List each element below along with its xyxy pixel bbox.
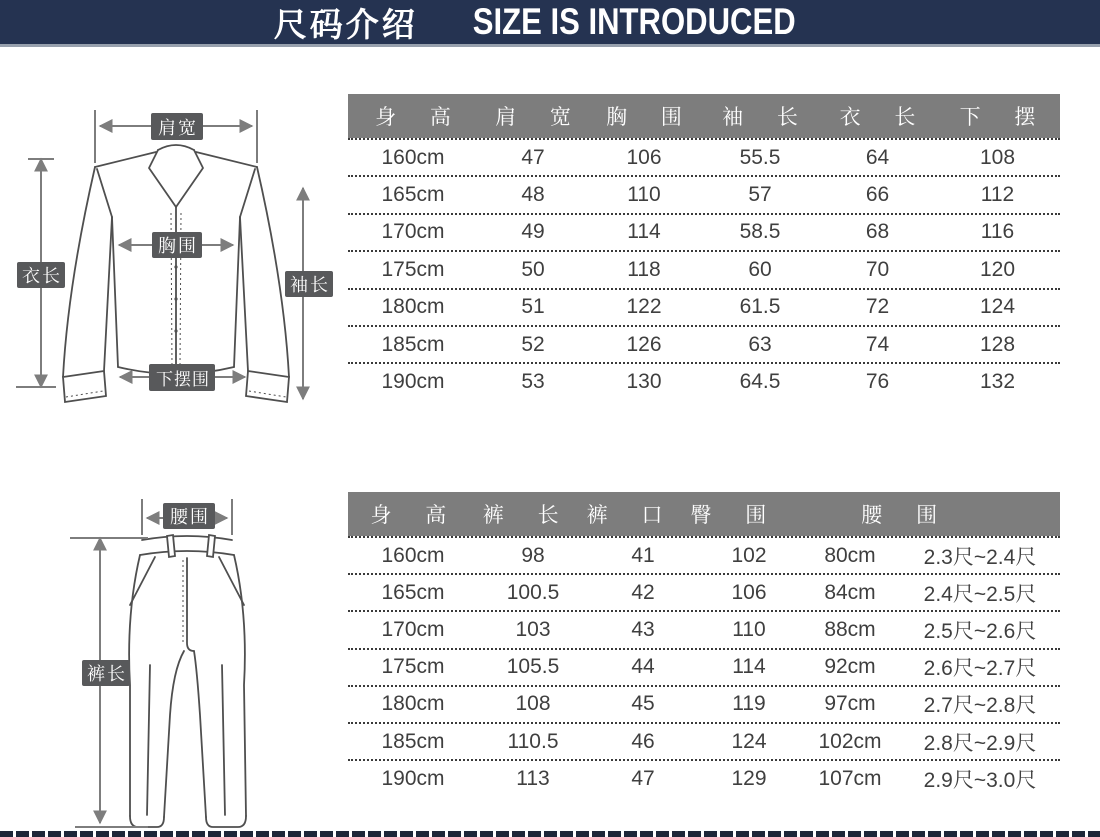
table-cell: 49: [521, 220, 545, 244]
table-cell: 50: [521, 257, 545, 281]
table-cell: 2.3尺~2.4尺: [923, 545, 1037, 569]
table-cell: 47: [521, 145, 545, 169]
waist-label: 腰围: [163, 503, 215, 529]
table-cell: 88cm: [824, 617, 876, 641]
pants-size-table: [348, 492, 1060, 796]
table-row: [348, 722, 1060, 759]
hem-label: 下摆围: [149, 364, 215, 391]
table-cell: 98: [521, 543, 545, 567]
column-header: 臀 围: [690, 504, 781, 527]
column-header: 肩 宽: [495, 106, 585, 129]
table-cell: 119: [732, 692, 766, 716]
shirt-size-table: [348, 94, 1060, 400]
table-cell: 53: [521, 370, 545, 394]
table-cell: 106: [731, 580, 767, 604]
table-cell: 2.6尺~2.7尺: [923, 657, 1037, 681]
table-cell: 122: [626, 295, 662, 319]
table-cell: 170cm: [381, 617, 445, 641]
table-row: [348, 362, 1060, 399]
table-cell: 76: [865, 370, 890, 394]
table-row: [348, 250, 1060, 287]
table-cell: 180cm: [381, 692, 445, 716]
table-cell: 64.5: [739, 370, 781, 394]
table-cell: 43: [631, 617, 655, 641]
table-cell: 66: [865, 183, 890, 207]
table-cell: 103: [515, 617, 551, 641]
table-row: [348, 175, 1060, 212]
table-cell: 48: [521, 183, 545, 207]
table-cell: 175cm: [381, 655, 445, 679]
sleeve-length-label: 袖长: [285, 271, 333, 297]
table-cell: 74: [865, 332, 890, 356]
table-cell: 80cm: [824, 543, 876, 567]
banner-title-english: SIZE IS INTRODUCED: [472, 1, 796, 42]
bottom-border-strip: [0, 831, 1100, 837]
table-cell: 41: [631, 543, 655, 567]
column-header: 衣 长: [839, 106, 930, 129]
table-cell: 185cm: [381, 332, 445, 356]
table-cell: 116: [980, 220, 1015, 244]
table-cell: 114: [627, 220, 661, 244]
table-cell: 61.5: [739, 295, 781, 319]
table-cell: 44: [631, 655, 655, 679]
table-row: [348, 536, 1060, 573]
table-cell: 102: [731, 543, 767, 567]
table-cell: 2.4尺~2.5尺: [923, 582, 1037, 606]
table-cell: 120: [979, 257, 1016, 281]
table-cell: 63: [748, 332, 772, 356]
table-cell: 128: [979, 332, 1016, 356]
table-cell: 45: [631, 692, 655, 716]
table-cell: 60: [748, 257, 772, 281]
table-cell: 102cm: [818, 729, 882, 753]
table-cell: 113: [516, 766, 550, 790]
shirt-table-header-row: [348, 94, 1060, 138]
table-row: [348, 288, 1060, 325]
table-cell: 126: [626, 332, 662, 356]
banner-title-chinese: 尺码介绍: [273, 5, 418, 43]
table-cell: 129: [731, 766, 767, 790]
table-cell: 124: [731, 729, 767, 753]
table-cell: 165cm: [381, 580, 445, 604]
table-cell: 110: [732, 617, 766, 641]
table-cell: 165cm: [381, 183, 445, 207]
table-cell: 118: [627, 257, 661, 281]
shirt-table-body: [348, 138, 1060, 400]
table-row: [348, 648, 1060, 685]
table-cell: 114: [732, 655, 766, 679]
table-cell: 46: [631, 729, 655, 753]
table-cell: 57: [748, 183, 772, 207]
table-row: [348, 610, 1060, 647]
table-cell: 105.5: [506, 655, 560, 679]
table-cell: 190cm: [381, 370, 445, 394]
pants-table-body: [348, 536, 1060, 796]
table-cell: 124: [979, 295, 1016, 319]
table-cell: 180cm: [381, 295, 445, 319]
pants-outline: [129, 535, 246, 827]
column-header: 身 高: [370, 504, 461, 527]
table-cell: 84cm: [824, 580, 876, 604]
column-header: 袖 长: [722, 106, 812, 129]
table-cell: 160cm: [381, 543, 445, 567]
table-cell: 170cm: [381, 220, 445, 244]
table-cell: 100.5: [506, 580, 560, 604]
table-cell: 2.9尺~3.0尺: [923, 768, 1037, 792]
table-row: [348, 138, 1060, 175]
table-cell: 110.5: [507, 729, 559, 753]
chest-label: 胸围: [152, 232, 202, 258]
table-cell: 106: [626, 145, 662, 169]
table-cell: 2.5尺~2.6尺: [923, 619, 1037, 643]
table-cell: 108: [979, 145, 1016, 169]
column-header: 胸 围: [606, 106, 696, 129]
table-cell: 92cm: [824, 655, 876, 679]
table-cell: 132: [979, 370, 1016, 394]
table-cell: 51: [521, 295, 545, 319]
table-cell: 97cm: [824, 692, 876, 716]
table-cell: 2.8尺~2.9尺: [923, 731, 1037, 755]
column-header: 裤 口: [586, 504, 677, 527]
table-row: [348, 213, 1060, 250]
table-cell: 108: [515, 692, 551, 716]
table-cell: 190cm: [381, 766, 445, 790]
table-cell: 70: [865, 257, 890, 281]
table-cell: 68: [865, 220, 890, 244]
table-cell: 160cm: [381, 145, 445, 169]
column-header: 裤 长: [482, 504, 573, 527]
table-cell: 110: [627, 183, 661, 207]
table-cell: 47: [631, 766, 655, 790]
table-row: [348, 685, 1060, 722]
table-cell: 130: [626, 370, 662, 394]
table-cell: 2.7尺~2.8尺: [923, 694, 1037, 718]
table-cell: 55.5: [739, 145, 781, 169]
column-header: 身 高: [375, 106, 465, 129]
table-cell: 107cm: [818, 766, 882, 790]
pants-length-label: 裤长: [82, 660, 130, 686]
table-cell: 52: [521, 332, 545, 356]
pants-table-header-row: [348, 492, 1060, 536]
table-cell: 58.5: [739, 220, 781, 244]
table-cell: 175cm: [381, 257, 445, 281]
table-row: [348, 573, 1060, 610]
table-row: [348, 759, 1060, 796]
table-cell: 185cm: [381, 729, 445, 753]
garment-length-label: 衣长: [17, 262, 65, 288]
table-cell: 72: [865, 295, 890, 319]
column-header: 下 摆: [959, 106, 1050, 129]
table-cell: 112: [980, 183, 1015, 207]
table-cell: 64: [865, 145, 890, 169]
table-row: [348, 325, 1060, 362]
banner: [0, 0, 1100, 47]
shoulder-width-label: 肩宽: [151, 113, 203, 140]
table-cell: 42: [631, 580, 655, 604]
column-header: 腰 围: [861, 504, 952, 527]
